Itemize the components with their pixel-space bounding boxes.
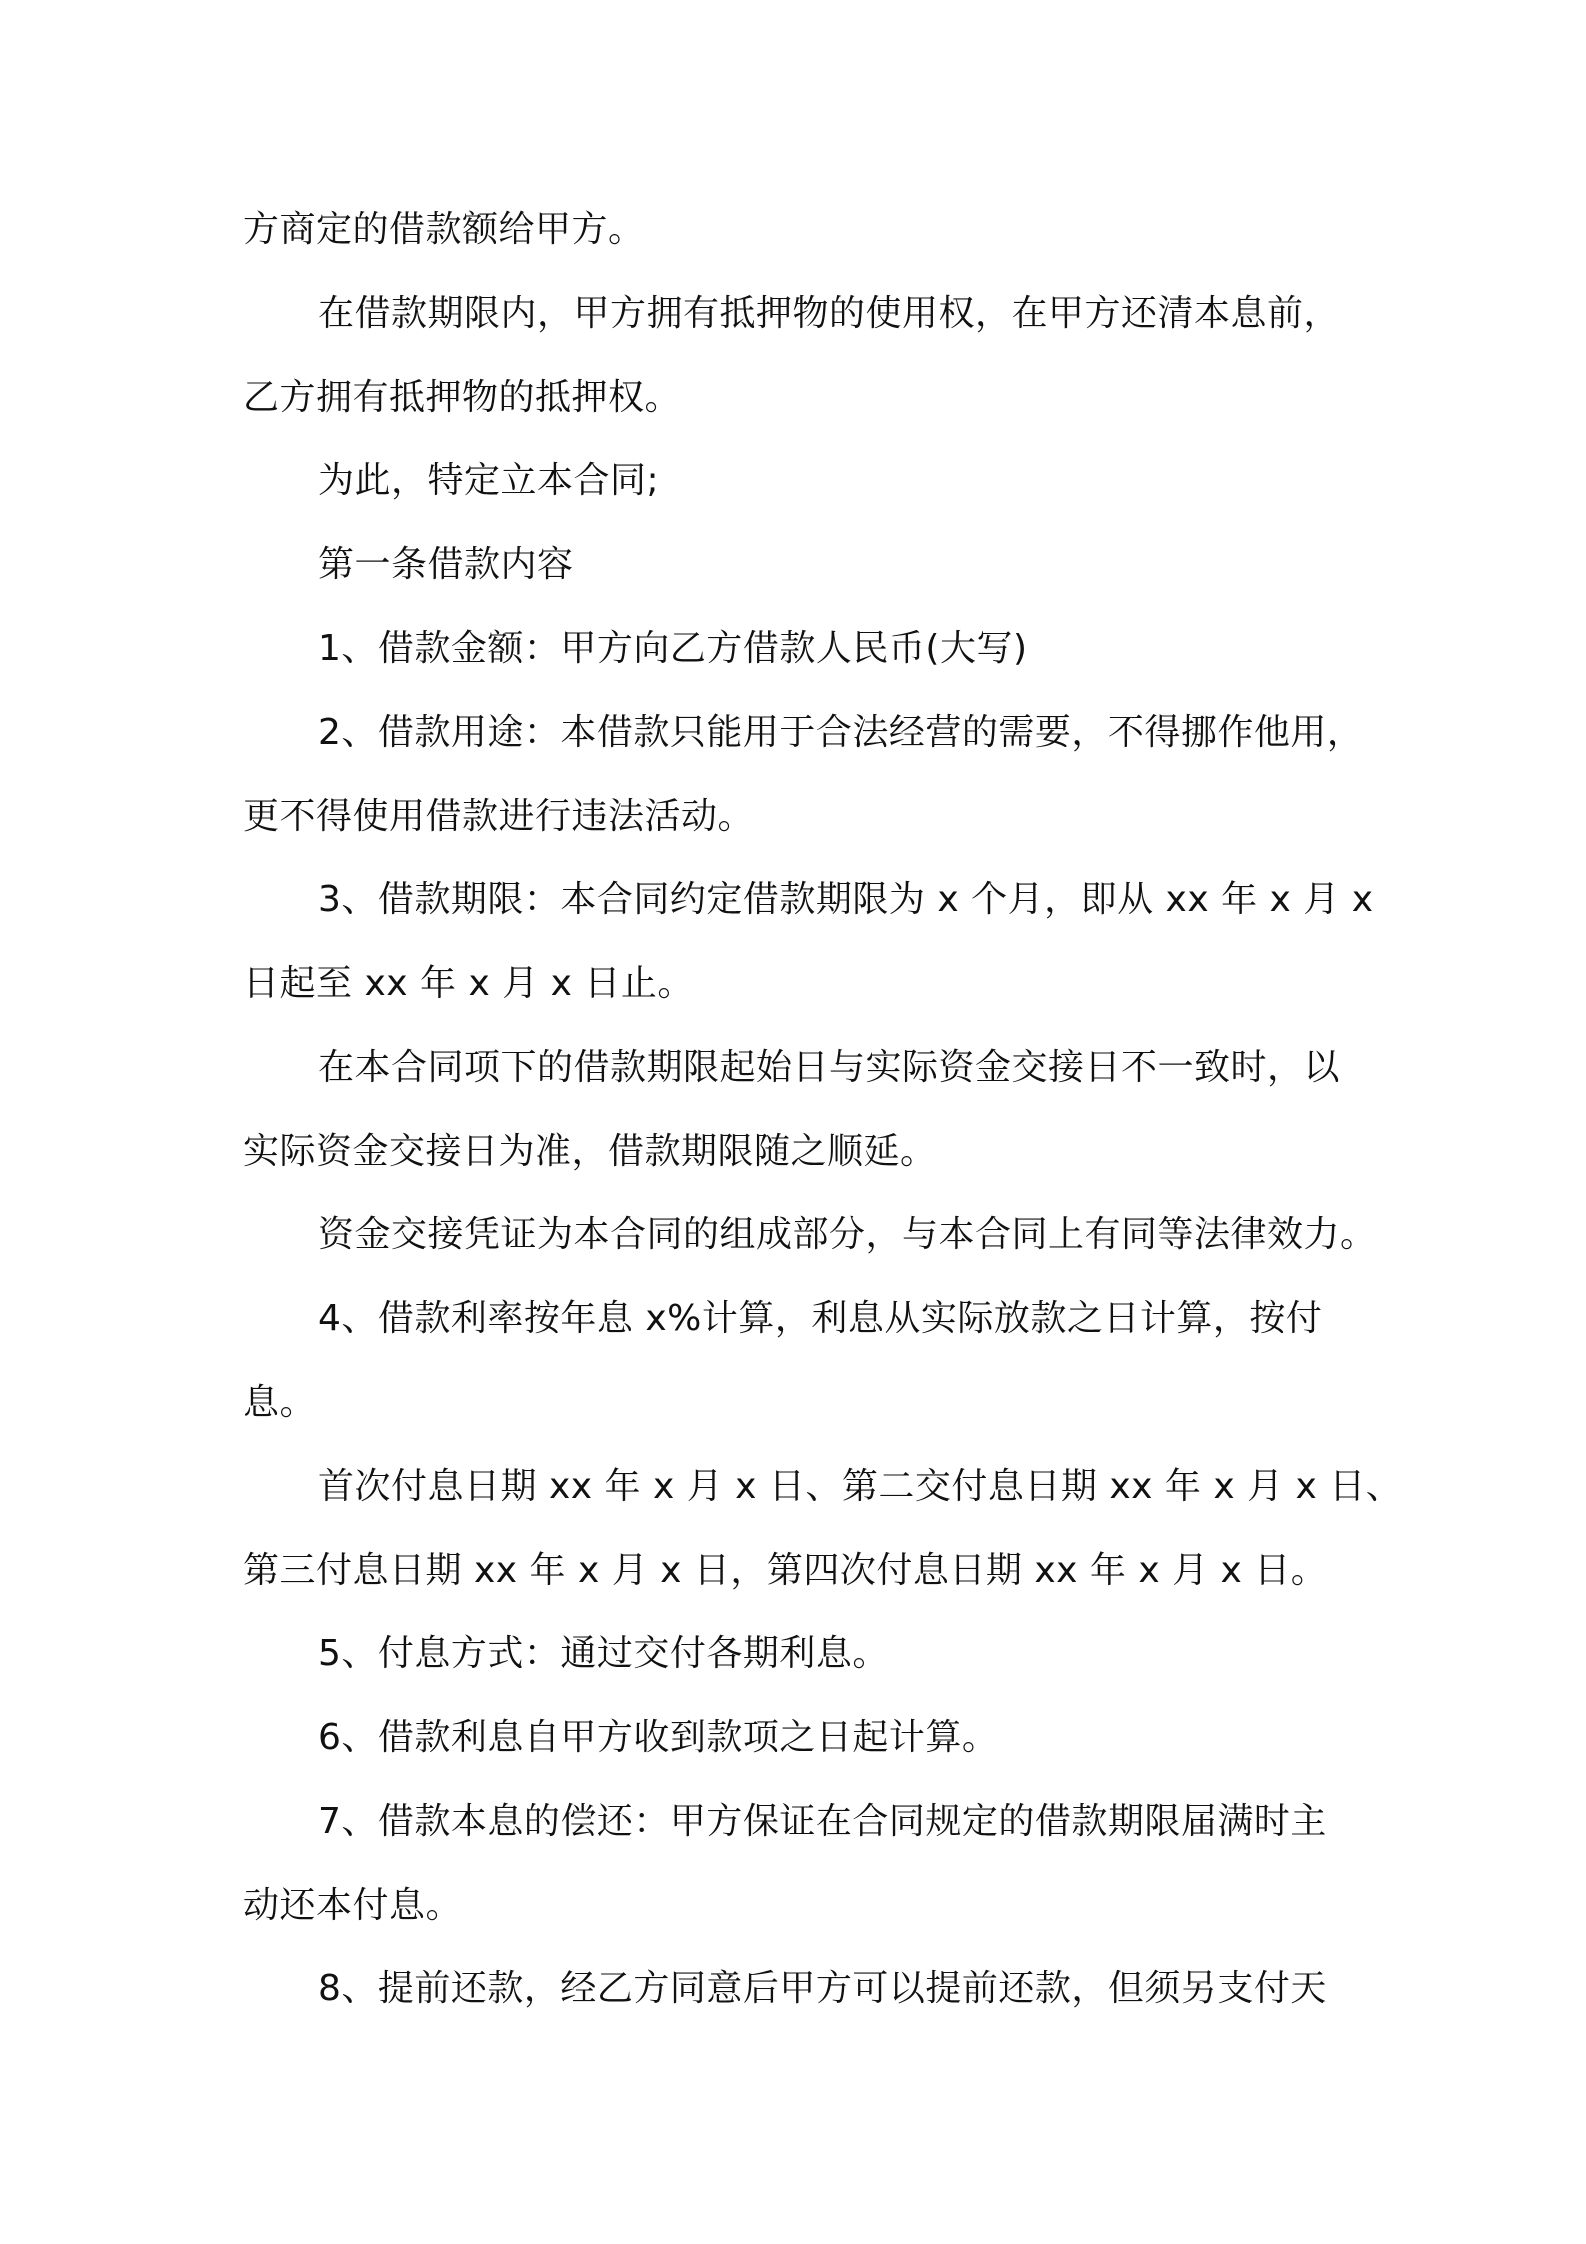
- text-line: 3、借款期限：本合同约定借款期限为 x 个月，即从 xx 年 x 月 x: [318, 879, 1374, 920]
- text-line: 7、借款本息的偿还：甲方保证在合同规定的借款期限届满时主: [318, 1801, 1327, 1842]
- text-line: 4、借款利率按年息 x%计算，利息从实际放款之日计算，按付: [318, 1298, 1323, 1339]
- text-line: 1、借款金额：甲方向乙方借款人民币(大写): [318, 628, 1028, 669]
- text-line: 首次付息日期 xx 年 x 月 x 日、第二交付息日期 xx 年 x 月 x 日、: [318, 1466, 1403, 1507]
- text-line: 动还本付息。: [243, 1885, 463, 1926]
- text-line: 资金交接凭证为本合同的组成部分，与本合同上有同等法律效力。: [318, 1214, 1377, 1255]
- text-line: 6、借款利息自甲方收到款项之日起计算。: [318, 1717, 999, 1758]
- text-line: 为此，特定立本合同;: [318, 460, 660, 501]
- text-line: 2、借款用途：本借款只能用于合法经营的需要，不得挪作他用，: [318, 712, 1364, 753]
- text-line: 实际资金交接日为准，借款期限随之顺延。: [243, 1131, 937, 1172]
- section-heading: 第一条借款内容: [318, 544, 574, 585]
- text-line: 乙方拥有抵押物的抵押权。: [243, 377, 682, 418]
- text-line: 息。: [243, 1382, 317, 1423]
- text-line: 日起至 xx 年 x 月 x 日止。: [243, 963, 694, 1004]
- text-line: 第三付息日期 xx 年 x 月 x 日，第四次付息日期 xx 年 x 月 x 日。: [243, 1550, 1328, 1591]
- text-line: 方商定的借款额给甲方。: [243, 209, 645, 250]
- text-line: 5、付息方式：通过交付各期利息。: [318, 1633, 889, 1674]
- text-line: 8、提前还款，经乙方同意后甲方可以提前还款，但须另支付天: [318, 1968, 1327, 2009]
- text-line: 在借款期限内，甲方拥有抵押物的使用权，在甲方还清本息前，: [318, 293, 1341, 334]
- text-line: 在本合同项下的借款期限起始日与实际资金交接日不一致时，以: [318, 1047, 1341, 1088]
- text-line: 更不得使用借款进行违法活动。: [243, 796, 755, 837]
